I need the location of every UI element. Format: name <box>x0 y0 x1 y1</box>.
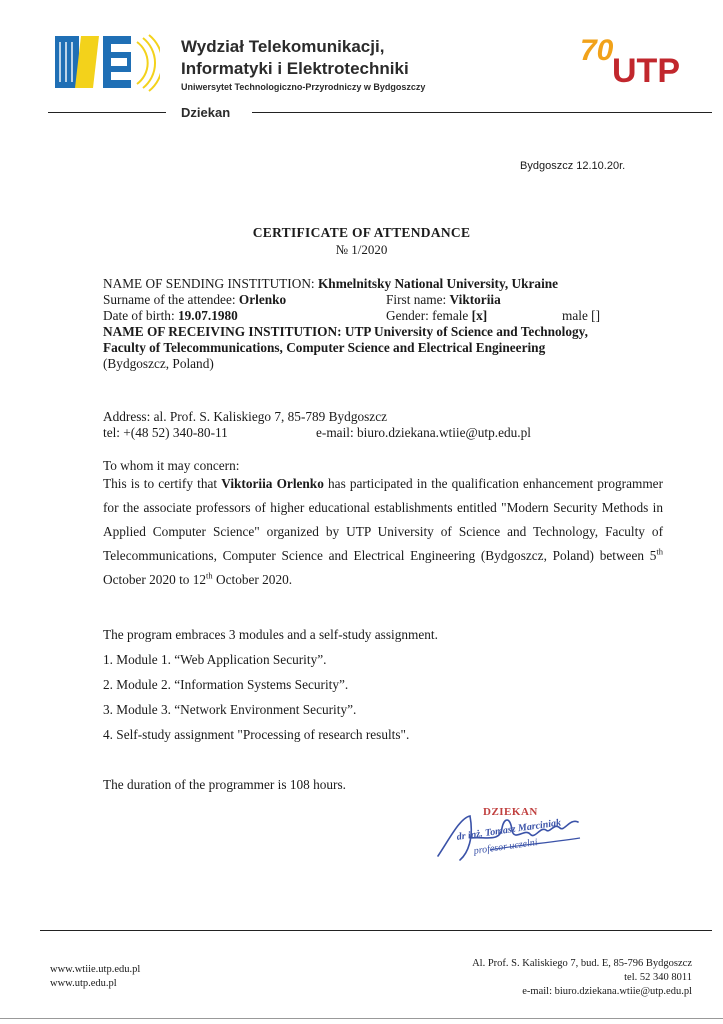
document-date: Bydgoszcz 12.10.20r. <box>520 160 626 172</box>
stamp-office: DZIEKAN <box>483 806 538 818</box>
telephone: tel: +(48 52) 340-80-11 <box>103 425 228 440</box>
para-dates: October 2020 to 12 <box>103 572 207 587</box>
header-divider-right <box>252 112 712 113</box>
utp-anniversary-logo <box>578 30 706 92</box>
sending-label: NAME OF SENDING INSTITUTION: <box>103 276 315 291</box>
para-end: October 2020. <box>212 572 293 587</box>
surname-value: Orlenko <box>238 292 287 307</box>
gender-row <box>386 308 487 323</box>
stamp-title: profesor uczelni <box>473 837 539 857</box>
duration: The duration of the programmer is 108 hours. <box>103 777 346 792</box>
utp-logo-number: 70 <box>580 34 614 67</box>
handwritten-signature <box>430 808 590 868</box>
module-item: 2. Module 2. “Information Systems Security”. <box>103 677 349 692</box>
ordinal-suffix-end: th <box>206 570 213 581</box>
module-item: 4. Self-study assignment "Processing of research results". <box>103 727 410 742</box>
faculty-logo <box>55 34 160 92</box>
sending-value: Khmelnitsky National University, Ukraine <box>317 276 559 291</box>
faculty-name-line1: Wydział Telekomunikacji, <box>181 37 385 56</box>
salutation: To whom it may concern: <box>103 458 240 473</box>
surname-label: Surname of the attendee: <box>103 292 236 307</box>
header-divider-left <box>48 112 166 113</box>
receiving-institution-line3: (Bydgoszcz, Poland) <box>103 356 214 371</box>
office-title: Dziekan <box>181 105 231 120</box>
footer-address: Al. Prof. S. Kaliskiego 7, bud. E, 85-796 Bydgoszcz <box>472 958 692 969</box>
gender-male: male [] <box>562 308 601 323</box>
footer-email: e-mail: biuro.dziekana.wtiie@utp.edu.pl <box>522 986 692 997</box>
receiving-institution-line2: Faculty of Telecommunications, Computer Science and Electrical Engineering <box>103 340 546 355</box>
module-item: 3. Module 3. “Network Environment Security”. <box>103 702 357 717</box>
dob-row <box>103 308 238 323</box>
receiving-institution-line1: NAME OF RECEIVING INSTITUTION: UTP University of Science and Technology, <box>103 324 588 339</box>
certification-paragraph <box>103 472 663 592</box>
certificate-title: CERTIFICATE OF ATTENDANCE <box>252 225 471 240</box>
sending-institution <box>103 276 558 291</box>
modules-intro: The program embraces 3 modules and a self-study assignment. <box>103 627 438 642</box>
gender-female-mark: [x] <box>471 308 488 323</box>
dob-label: Date of birth: <box>103 308 175 323</box>
certificate-number: № 1/2020 <box>335 242 388 257</box>
footer-website-university: www.utp.edu.pl <box>50 978 117 989</box>
stamp-name: dr inż. Tomasz Marciniak <box>456 817 562 843</box>
footer-telephone: tel. 52 340 8011 <box>624 972 692 983</box>
firstname-label: First name: <box>386 292 447 307</box>
email: e-mail: biuro.dziekana.wtiie@utp.edu.pl <box>316 425 531 440</box>
firstname-row <box>386 292 501 307</box>
address: Address: al. Prof. S. Kaliskiego 7, 85-789 Bydgoszcz <box>103 409 388 424</box>
university-name: Uniwersytet Technologiczno-Przyrodniczy w Bydgoszczy <box>181 82 426 92</box>
faculty-name-line2: Informatyki i Elektrotechniki <box>181 59 409 78</box>
surname-row <box>103 292 286 307</box>
module-item: 1. Module 1. “Web Application Security”. <box>103 652 327 667</box>
para-body: has participated in the qualification enhancement programmer for the associate professors of higher educational establishments entitled "Modern Security Methods in Applied Computer Science" organized by UTP University of Science and Technology, Faculty of Telecommunications, Computer Science and Electrical Engineering (Bydgoszcz, Poland) between 5 <box>103 476 663 563</box>
attendee-name: Viktoriia Orlenko <box>221 476 324 491</box>
footer-website-faculty: www.wtiie.utp.edu.pl <box>50 964 141 975</box>
footer-divider <box>40 930 712 931</box>
firstname-value: Viktoriia <box>449 292 501 307</box>
page-bottom-edge <box>0 1018 723 1019</box>
gender-label: Gender: female <box>386 308 469 323</box>
ordinal-suffix-start: th <box>656 546 663 557</box>
dob-value: 19.07.1980 <box>177 308 238 323</box>
para-intro: This is to certify that <box>103 476 218 491</box>
utp-logo-text: UTP <box>612 52 680 90</box>
